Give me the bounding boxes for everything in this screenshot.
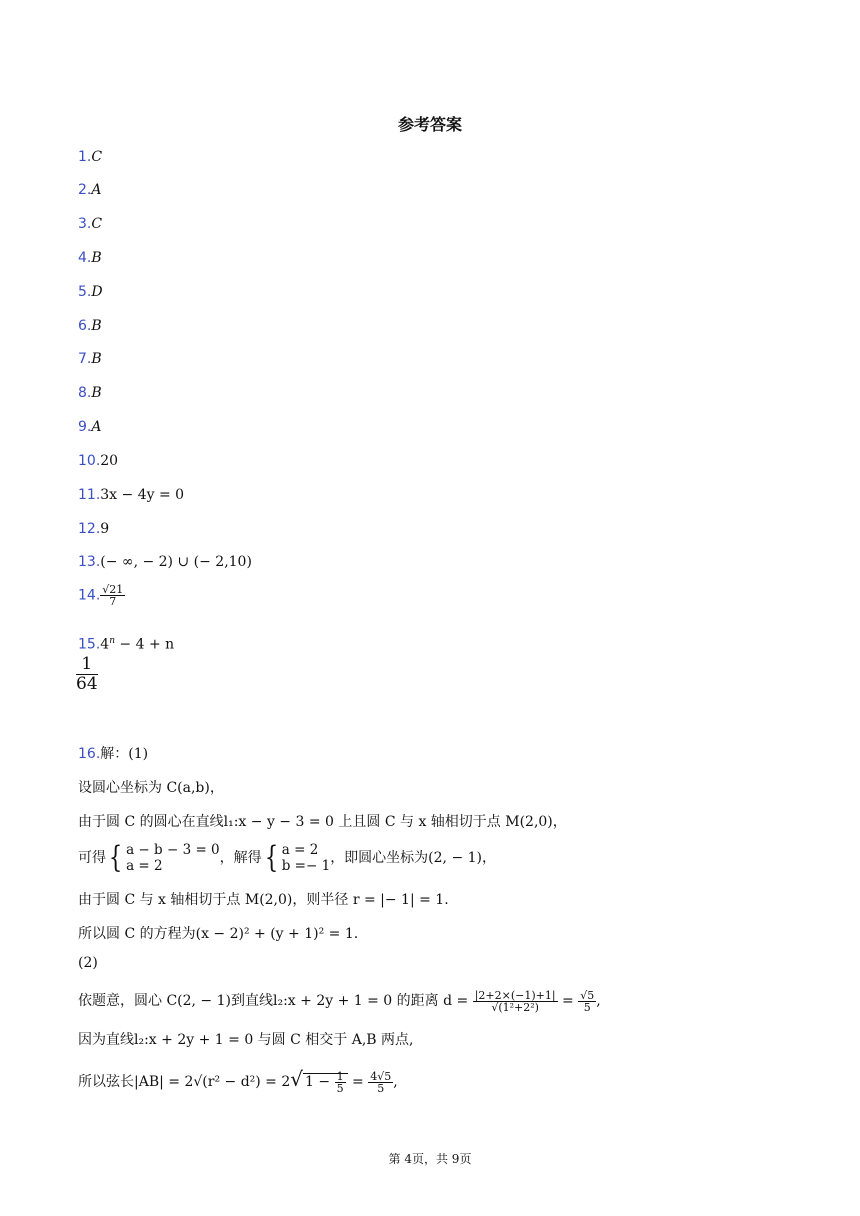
system-of-equations-2: { a = 2 b =− 1 <box>264 840 331 875</box>
answer-12: 12.9 <box>78 521 110 537</box>
answer-7: 7.B <box>78 351 102 367</box>
answer-4: 4.B <box>78 250 102 266</box>
answer-11: 11.3x − 4y = 0 <box>78 487 185 503</box>
q16-line-5: 所以圆 C 的方程为(x − 2)² + (y + 1)² = 1. <box>78 926 359 942</box>
answer-2: 2.A <box>78 182 102 198</box>
answer-6: 6.B <box>78 318 102 334</box>
q16-heading: 16.解：(1) <box>78 746 149 762</box>
answer-13: 13.(− ∞, − 2) ∪ (− 2,10) <box>78 554 252 570</box>
answer-10: 10.20 <box>78 453 119 469</box>
q16-line-2: 由于圆 C 的圆心在直线l₁:x − y − 3 = 0 上且圆 C 与 x 轴相切于点 M(2,0)， <box>78 814 567 830</box>
answer-9: 9.A <box>78 419 102 435</box>
system-of-equations-1: { a − b − 3 = 0 a = 2 <box>108 840 220 875</box>
page-title: 参考答案 <box>397 115 462 134</box>
q16-line-4: 由于圆 C 与 x 轴相切于点 M(2,0)，则半径 r = |− 1| = 1. <box>78 892 449 908</box>
answer-8: 8.B <box>78 385 102 401</box>
page-footer: 第 4页，共 9页 <box>388 1152 472 1166</box>
answer-5: 5.D <box>78 284 103 300</box>
q16-line-7: 因为直线l₂:x + 2y + 1 = 0 与圆 C 相交于 A,B 两点, <box>78 1032 414 1048</box>
answer-14: 14. $\frac{√21}{7}$ <box>78 583 124 608</box>
answer-15: $15.4^n - 4 + n$ <box>78 636 175 653</box>
answer-15-second-value: $\frac{1}{64}$ <box>76 654 98 694</box>
answer-1: 1.C <box>78 149 103 165</box>
q16-part-2: (2) <box>78 955 98 971</box>
q16-line-8: 所以弦长|AB| = 2√(r² − d²) = 2√ 1 − $\frac{1}{5}$ = $\frac{4√5}{5}$ , <box>78 1067 398 1095</box>
q16-line-3: 可得 { a − b − 3 = 0 a = 2 ，解得 { a = 2 b =− 1 ，即圆心坐标为(2, − 1)， <box>78 840 497 875</box>
q16-line-6: 依题意，圆心 C(2, − 1)到直线l₂:x + 2y + 1 = 0 的距离 d = $\frac{|2+2\times(-1)+1|}{\text{√(1²+2²)}}$ = $\frac{√5}{5}$ , <box>78 988 601 1014</box>
answer-3: 3.C <box>78 216 103 232</box>
q16-line-1: 设圆心坐标为 C(a,b)， <box>78 780 224 796</box>
